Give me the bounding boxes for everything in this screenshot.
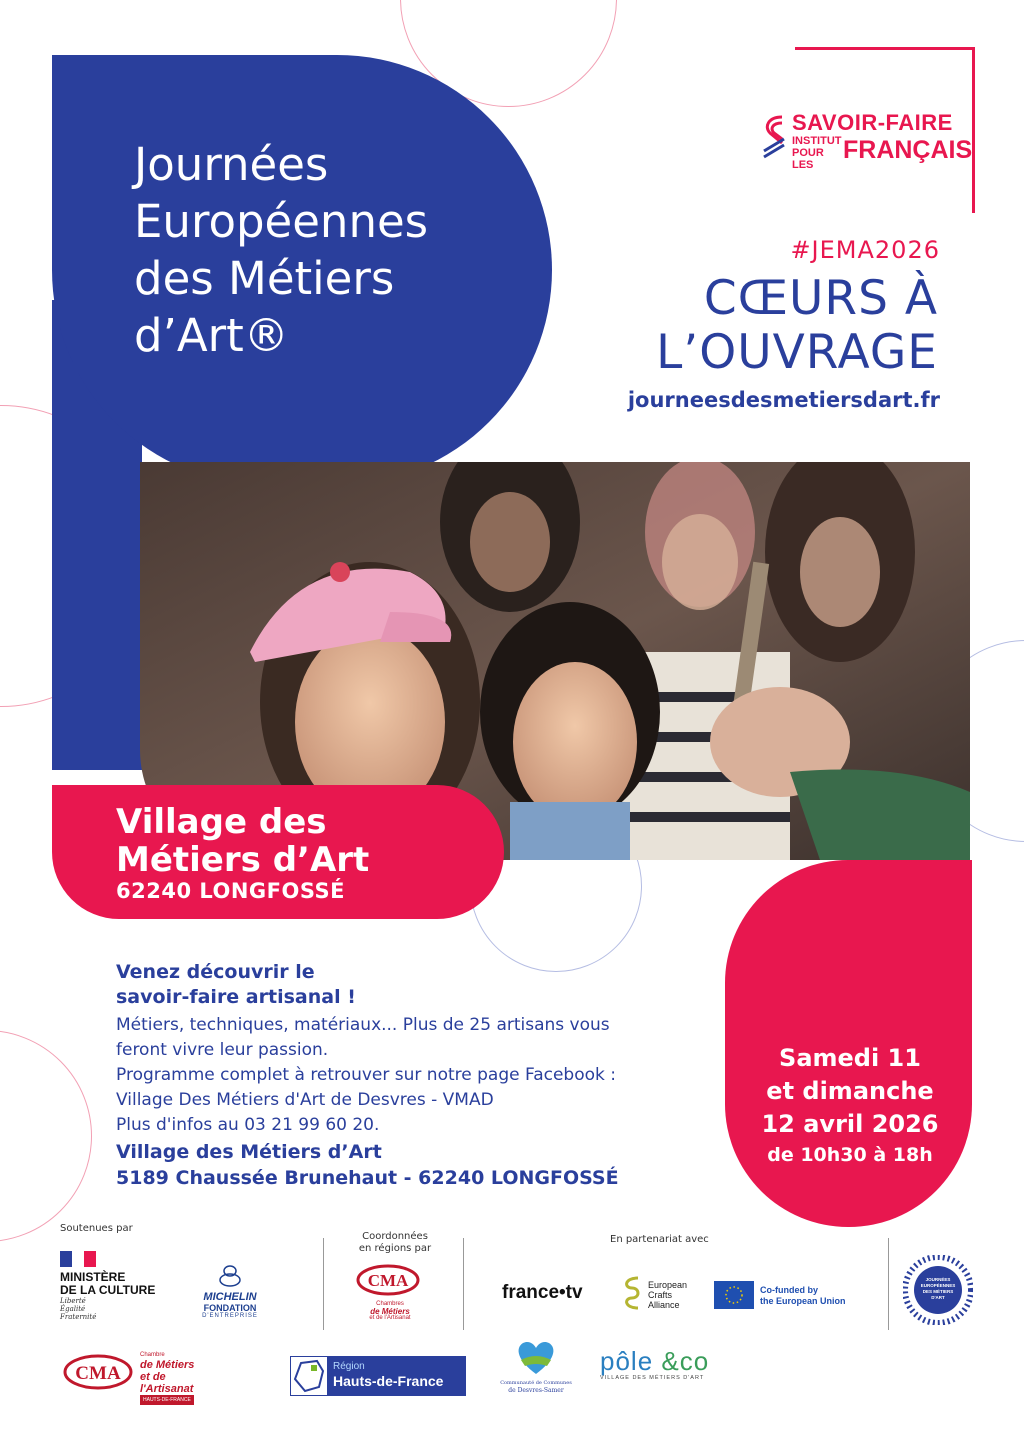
cma-mark-icon (355, 1263, 421, 1297)
title-line: Européennes (134, 195, 429, 248)
cma-hdf-line: Chambre (140, 1352, 165, 1358)
address-line: 5189 Chaussée Brunehaut - 62240 LONGFOSSÉ (116, 1167, 619, 1189)
eca-mark-icon (620, 1274, 644, 1314)
region-line: Région (333, 1361, 365, 1372)
event-dates (735, 1042, 965, 1169)
address (116, 1139, 619, 1191)
svg-text:CMA: CMA (367, 1271, 409, 1290)
heart-icon (513, 1338, 559, 1376)
pole-word: pôle (600, 1346, 654, 1376)
savoir-faire-logo-line3: FRANÇAIS (843, 136, 973, 164)
ministere-line: DE LA CULTURE (60, 1283, 156, 1297)
divider (463, 1238, 464, 1330)
region-logo (290, 1356, 466, 1396)
cma-sub-line: de Métiers (370, 1307, 410, 1316)
region-line: Hauts-de-France (333, 1373, 444, 1389)
eca-line: Alliance (648, 1300, 680, 1310)
intro-line: savoir-faire artisanal ! (116, 986, 356, 1008)
eca-line: Crafts (648, 1290, 673, 1300)
date-line: 12 avril 2026 (761, 1110, 939, 1138)
eu-line: the European Union (760, 1296, 846, 1306)
cma-hdf-logo (62, 1351, 212, 1403)
michelin-sub: FONDATION (203, 1303, 257, 1313)
decorative-ring (0, 1030, 92, 1242)
hashtag: #JEMA2026 (790, 236, 940, 264)
intro-heading (116, 960, 356, 1010)
jema-line: D'ART (931, 1295, 945, 1300)
eca-line: European (648, 1280, 688, 1290)
description-line: Métiers, techniques, matériaux... Plus de 25 artisans vous (116, 1015, 610, 1035)
supported-by-label: Soutenues par (60, 1223, 133, 1234)
slogan (560, 272, 938, 380)
coordinated-line: en régions par (358, 1243, 432, 1254)
jema-line: DES MÉTIERS (922, 1289, 954, 1294)
eu-logo (714, 1281, 846, 1309)
savoir-faire-logo-line1: SAVOIR-FAIRE (792, 110, 953, 135)
devise-line: Égalité (60, 1305, 86, 1313)
description-line: feront vivre leur passion. (116, 1040, 329, 1060)
michelin-logo (190, 1265, 270, 1319)
bibendum-icon (215, 1265, 245, 1287)
description-line: Village Des Métiers d'Art de Desvres - VMAD (116, 1090, 494, 1110)
french-flag-icon (60, 1251, 96, 1267)
region-map-box (291, 1357, 327, 1395)
date-line: et dimanche (766, 1077, 934, 1105)
divider (323, 1238, 324, 1330)
cma-logo (355, 1263, 425, 1322)
pole-co-logo (600, 1347, 720, 1381)
title-line: des Métiers (134, 252, 395, 305)
partnership-label: En partenariat avec (610, 1234, 709, 1245)
slogan-line: CŒURS À (703, 271, 938, 326)
venue-name-line: Métiers d’Art (116, 840, 370, 880)
jema-line: JOURNÉES (925, 1277, 951, 1282)
title-line: d’Art® (134, 309, 289, 362)
france-map-icon (291, 1357, 327, 1395)
savoir-faire-logo-line2: INSTITUT POUR LES (792, 135, 842, 171)
michelin-sub2: D'ENTREPRISE (202, 1313, 258, 1319)
venue-name-line: Village des (116, 802, 327, 842)
cma-hdf-mark-icon (62, 1353, 134, 1391)
comcom-logo (498, 1338, 574, 1394)
divider (888, 1238, 889, 1330)
date-line: Samedi 11 (779, 1044, 921, 1072)
title-line: Journées (134, 138, 329, 191)
website-link[interactable]: journeesdesmetiersdart.fr (627, 388, 940, 412)
slogan-line: L’OUVRAGE (656, 325, 938, 380)
devise-line: Liberté (60, 1297, 86, 1305)
pole-co-word: &co (661, 1346, 710, 1376)
intro-line: Venez découvrir le (116, 961, 315, 983)
cma-sub-line: Chambres (376, 1301, 404, 1307)
description-line: Plus d'infos au 03 21 99 60 20. (116, 1115, 380, 1135)
event-title (134, 136, 534, 364)
cma-hdf-line: et de l'Artisanat (140, 1371, 194, 1395)
ministere-line: MINISTÈRE (60, 1270, 126, 1284)
comcom-line: de Desvres-Samer (508, 1387, 564, 1394)
jema-badge (903, 1255, 973, 1325)
pole-sub: VILLAGE DES MÉTIERS D'ART (600, 1375, 705, 1381)
france-tv-logo: france•tv (502, 1282, 583, 1303)
michelin-name: MICHELIN (203, 1291, 257, 1303)
coordinated-by-label (340, 1231, 450, 1255)
cma-hdf-line: de Métiers (140, 1359, 195, 1371)
address-line: Village des Métiers d’Art (116, 1141, 382, 1163)
eu-flag-icon (714, 1281, 754, 1309)
eca-logo (620, 1274, 687, 1314)
devise-line: Fraternité (60, 1313, 97, 1321)
svg-text:CMA: CMA (75, 1363, 121, 1384)
coordinated-line: Coordonnées (362, 1231, 428, 1242)
description (116, 1013, 716, 1138)
venue-city: 62240 LONGFOSSÉ (116, 879, 346, 903)
ministere-logo (60, 1251, 155, 1321)
comcom-line: Communauté de Communes (500, 1380, 572, 1386)
hours-line: de 10h30 à 18h (767, 1144, 933, 1166)
eu-line: Co-funded by (760, 1285, 818, 1295)
jema-line: EUROPÉENNES (920, 1283, 956, 1288)
cma-sub-line: et de l'Artisanat (369, 1315, 411, 1321)
venue-text (116, 803, 369, 903)
savoir-faire-mark-icon (762, 113, 788, 159)
cma-hdf-line: HAUTS-DE-FRANCE (140, 1395, 194, 1405)
description-line: Programme complet à retrouver sur notre page Facebook : (116, 1065, 616, 1085)
